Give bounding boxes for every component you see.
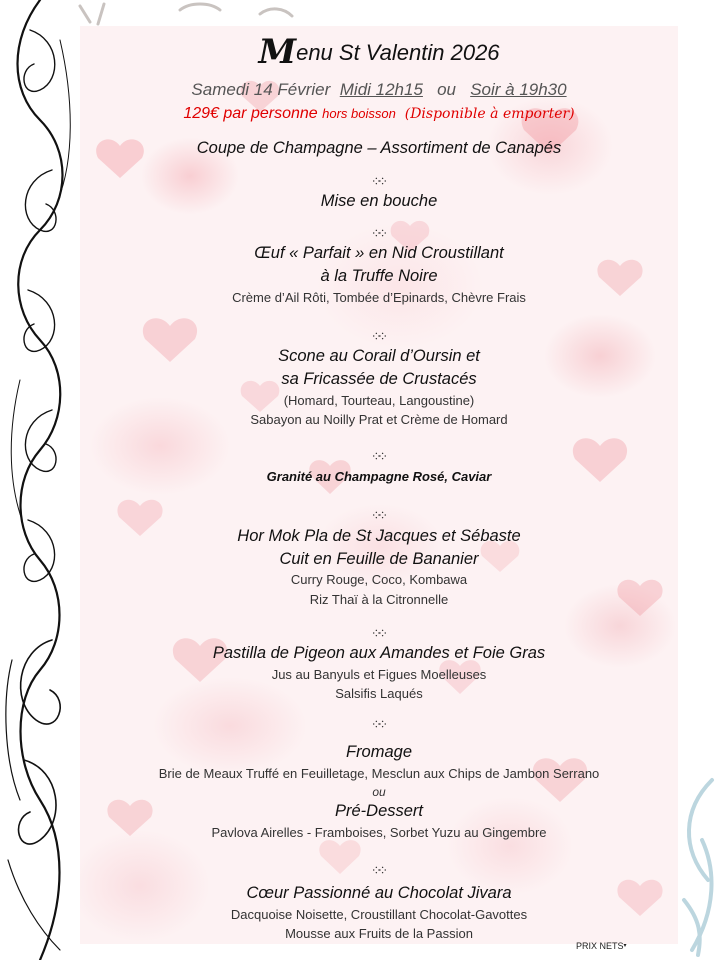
menu-card bbox=[80, 26, 678, 944]
price-dispo: (Disponible à emporter) bbox=[404, 106, 575, 122]
separator-icon: ༶༶ bbox=[372, 226, 386, 240]
course-1: Coupe de Champagne – Assortiment de Canapés bbox=[196, 139, 562, 157]
separator-icon: ༶༶ bbox=[372, 717, 386, 731]
swirl-ornament-icon bbox=[0, 0, 80, 960]
price-line bbox=[80, 105, 678, 123]
price-main: 129€ par personne bbox=[183, 105, 318, 122]
separator-icon: ༶༶ bbox=[372, 174, 386, 188]
separator-icon: ༶༶ bbox=[372, 863, 386, 877]
course-6-title-1: Hor Mok Pla de St Jacques et Sébaste bbox=[237, 527, 521, 545]
course-10-title: Cœur Passionné au Chocolat Jivara bbox=[246, 884, 512, 902]
date-midi: Midi 12h15 bbox=[339, 80, 423, 99]
course-10-desc-2: Mousse aux Fruits de la Passion bbox=[285, 926, 473, 941]
course-7-desc-1: Jus au Banyuls et Figues Moelleuses bbox=[271, 667, 487, 682]
dropdown-arrow-icon: ▾ bbox=[623, 943, 627, 949]
date-soir: Soir à 19h30 bbox=[470, 80, 567, 99]
course-3-title-2: à la Truffe Noire bbox=[320, 267, 438, 285]
price-hors-boisson: hors boisson bbox=[322, 106, 396, 121]
course-4-desc-1: (Homard, Tourteau, Langoustine) bbox=[283, 393, 475, 408]
course-5: Granité au Champagne Rosé, Caviar bbox=[266, 469, 492, 484]
date-line bbox=[80, 80, 678, 100]
course-8-desc: Brie de Meaux Truffé en Feuilletage, Mesclun aux Chips de Jambon Serrano bbox=[158, 766, 600, 781]
course-3-title-1: Œuf « Parfait » en Nid Croustillant bbox=[254, 244, 504, 262]
course-4-title-2: sa Fricassée de Crustacés bbox=[281, 370, 477, 388]
corner-decoration-icon bbox=[672, 770, 720, 960]
separator-icon: ༶༶ bbox=[372, 508, 386, 522]
course-8-title: Fromage bbox=[345, 743, 413, 761]
separator-icon: ༶༶ bbox=[372, 449, 386, 463]
date-or: ou bbox=[437, 80, 457, 99]
course-2: Mise en bouche bbox=[320, 192, 438, 210]
course-6-desc-1: Curry Rouge, Coco, Kombawa bbox=[290, 572, 468, 587]
course-4-title-1: Scone au Corail d’Oursin et bbox=[278, 347, 480, 365]
footer-prix-nets-label: PRIX NETS bbox=[576, 941, 624, 951]
page-title bbox=[80, 32, 678, 72]
title-initial: M bbox=[258, 32, 297, 72]
course-7-desc-2: Salsifis Laqués bbox=[335, 686, 423, 701]
separator-icon: ༶༶ bbox=[372, 329, 386, 343]
course-6-desc-2: Riz Thaï à la Citronnelle bbox=[309, 592, 449, 607]
date-day: Samedi 14 Février bbox=[191, 80, 331, 99]
course-7-title: Pastilla de Pigeon aux Amandes et Foie Gras bbox=[212, 644, 546, 662]
course-9-desc: Pavlova Airelles - Framboises, Sorbet Yuzu au Gingembre bbox=[211, 825, 547, 840]
footer-prix-nets bbox=[576, 941, 627, 951]
course-6-title-2: Cuit en Feuille de Bananier bbox=[279, 550, 479, 568]
course-10-desc-1: Dacquoise Noisette, Croustillant Chocolat-Gavottes bbox=[230, 907, 528, 922]
course-8-or: ou bbox=[372, 785, 386, 799]
course-9-title: Pré-Dessert bbox=[334, 802, 424, 820]
course-4-desc-2: Sabayon au Noilly Prat et Crème de Homard bbox=[250, 412, 508, 427]
separator-icon: ༶༶ bbox=[372, 626, 386, 640]
course-3-desc: Crème d’Ail Rôti, Tombée d’Epinards, Chèvre Frais bbox=[232, 290, 526, 305]
top-decoration-icon bbox=[70, 0, 310, 28]
title-text: enu St Valentin 2026 bbox=[296, 40, 500, 65]
